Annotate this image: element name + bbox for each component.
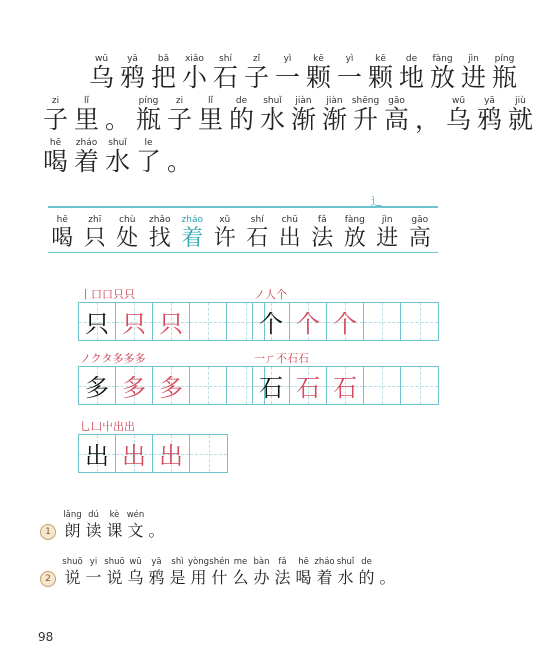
passage-line-3 [40, 138, 195, 175]
ruby-char [350, 96, 381, 133]
ruby-char [144, 215, 177, 252]
pinyin: fǎ [278, 557, 287, 567]
hanzi: 渐 [321, 105, 347, 134]
exercise-number-badge: 2 [40, 571, 56, 587]
pinyin: zháo [75, 138, 98, 148]
pinyin: gāo [411, 215, 429, 225]
pinyin: yā [151, 557, 162, 567]
ruby-char [86, 54, 117, 91]
pinyin: píng [494, 54, 515, 64]
ruby-char [288, 96, 319, 133]
hanzi: 文 [127, 521, 144, 540]
ruby-char [164, 138, 195, 175]
pinyin: le [144, 138, 153, 148]
pinyin: zi [175, 96, 184, 106]
ruby-char [102, 138, 133, 175]
ruby-char [125, 557, 146, 587]
hanzi: 说 [106, 568, 123, 587]
pinyin: wū [129, 557, 142, 567]
ruby-char [334, 54, 365, 91]
grid-cell-model: 只 [79, 303, 116, 340]
hanzi: 瓶 [135, 105, 161, 134]
pinyin: shí [219, 54, 232, 64]
writing-grid [252, 302, 439, 341]
writing-grid [78, 434, 228, 473]
hanzi: 子 [42, 105, 68, 134]
pinyin: de [361, 557, 372, 567]
writing-grid [78, 366, 265, 405]
ruby-char [188, 557, 209, 587]
hanzi: 放 [343, 226, 366, 251]
hanzi: 水 [337, 568, 354, 587]
pinyin: zi [51, 96, 60, 106]
hanzi: 。 [166, 147, 192, 176]
ruby-char [209, 557, 230, 587]
grid-cell-model: 多 [79, 367, 116, 404]
pinyin: fàng [344, 215, 365, 225]
vocab-radical: 辶 [371, 195, 382, 208]
grid-cell-trace: 个 [327, 303, 364, 340]
pinyin: yòng [188, 557, 210, 567]
hanzi: 鸦 [476, 105, 502, 134]
stroke-order: ノ人个 [254, 288, 287, 301]
hanzi: 把 [150, 63, 176, 92]
hanzi: 水 [104, 147, 130, 176]
ruby-char [474, 96, 505, 133]
pinyin: zhī [88, 215, 102, 225]
hanzi: 只 [83, 226, 106, 251]
ruby-char [117, 54, 148, 91]
pinyin: yì [283, 54, 292, 64]
ruby-char [274, 215, 307, 252]
hanzi: 一 [274, 63, 300, 92]
pinyin: me [233, 557, 248, 567]
grid-cell-model: 石 [253, 367, 290, 404]
stroke-order: 丨口口只只 [80, 288, 135, 301]
pinyin: gāo [388, 96, 405, 106]
ruby-char [79, 215, 112, 252]
hanzi: 许 [213, 226, 236, 251]
hanzi: 喝 [51, 226, 74, 251]
ruby-char [251, 557, 272, 587]
hanzi: 里 [197, 105, 223, 134]
ruby-char [195, 96, 226, 133]
grid-cell-trace: 出 [116, 435, 153, 472]
ruby-char [412, 96, 443, 133]
writing-block-shi [252, 352, 439, 405]
hanzi: 读 [85, 521, 102, 540]
pinyin: kē [313, 54, 324, 64]
pinyin: shì [171, 557, 184, 567]
hanzi: 说 [64, 568, 81, 587]
ruby-char [209, 215, 242, 252]
hanzi: 着 [73, 147, 99, 176]
pinyin: xǔ [219, 215, 231, 225]
pinyin: shuō [62, 557, 83, 567]
vocab-bottom-rule [48, 252, 438, 253]
ruby-char [40, 138, 71, 175]
grid-cell-empty[interactable] [364, 367, 401, 404]
ruby-char [377, 557, 398, 587]
ruby-char [133, 96, 164, 133]
pinyin: lǐ [83, 96, 89, 106]
ruby-char [365, 54, 396, 91]
hanzi: 高 [383, 105, 409, 134]
pinyin: fǎ [317, 215, 327, 225]
ruby-char [319, 96, 350, 133]
grid-cell-trace: 多 [116, 367, 153, 404]
ruby-char [148, 54, 179, 91]
hanzi: 了 [135, 147, 161, 176]
pinyin: kē [375, 54, 386, 64]
pinyin: wū [451, 96, 466, 106]
pinyin: jiù [515, 96, 526, 106]
hanzi: 乌 [445, 105, 471, 134]
hanzi: 子 [166, 105, 192, 134]
ruby-char [381, 96, 412, 133]
ruby-char [241, 54, 272, 91]
exercise-1-text [62, 510, 167, 540]
hanzi: 法 [274, 568, 291, 587]
pinyin: wén [126, 510, 145, 520]
pinyin: chū [281, 215, 298, 225]
hanzi: 是 [169, 568, 186, 587]
writing-block-zhi [78, 288, 265, 341]
grid-cell-empty[interactable] [364, 303, 401, 340]
page-number: 98 [38, 630, 54, 644]
ruby-char [71, 96, 102, 133]
pinyin: shén [209, 557, 230, 567]
hanzi: 乌 [88, 63, 114, 92]
pinyin: yì [345, 54, 354, 64]
hanzi: 。 [379, 568, 396, 587]
ruby-char [83, 510, 104, 540]
pinyin: shuǐ [108, 138, 127, 148]
pinyin: zǐ [252, 54, 261, 64]
hanzi: 法 [311, 226, 334, 251]
ruby-char [71, 138, 102, 175]
ruby-char [396, 54, 427, 91]
pinyin: jiàn [295, 96, 312, 106]
stroke-order: 一ㄏ不石石 [254, 352, 309, 365]
grid-cell-trace: 只 [153, 303, 190, 340]
hanzi: 颗 [367, 63, 393, 92]
hanzi: 进 [376, 226, 399, 251]
hanzi: 课 [106, 521, 123, 540]
grid-cell-trace: 多 [153, 367, 190, 404]
hanzi: 就 [507, 105, 533, 134]
ruby-char [230, 557, 251, 587]
exercise-2-text [62, 557, 398, 587]
ruby-char [104, 557, 125, 587]
pinyin: de [405, 54, 418, 64]
pinyin: shuō [104, 557, 125, 567]
hanzi: 喝 [42, 147, 68, 176]
stroke-order: 乚凵屮出出 [80, 420, 135, 433]
hanzi: 乌 [127, 568, 144, 587]
ruby-char [272, 557, 293, 587]
hanzi: 用 [190, 568, 207, 587]
ruby-char [46, 215, 79, 252]
grid-cell-empty[interactable] [401, 367, 438, 404]
hanzi: 的 [358, 568, 375, 587]
hanzi: 。 [148, 521, 165, 540]
exercise-number-badge: 1 [40, 524, 56, 540]
pinyin: yā [127, 54, 138, 64]
passage-line-1 [86, 54, 520, 91]
ruby-char [125, 510, 146, 540]
hanzi: 办 [253, 568, 270, 587]
ruby-char [164, 96, 195, 133]
ruby-char [303, 54, 334, 91]
hanzi: 喝 [295, 568, 312, 587]
pinyin: bàn [253, 557, 270, 567]
hanzi: 一 [336, 63, 362, 92]
pinyin: píng [138, 96, 159, 106]
ruby-char [62, 557, 83, 587]
pinyin: fàng [432, 54, 453, 64]
hanzi: 渐 [290, 105, 316, 134]
ruby-char [339, 215, 372, 252]
grid-cell-empty[interactable] [190, 435, 227, 472]
hanzi: 子 [243, 63, 269, 92]
ruby-char [111, 215, 144, 252]
vocab-row [46, 215, 436, 252]
hanzi: 放 [429, 63, 455, 92]
ruby-char [272, 54, 303, 91]
ruby-char [356, 557, 377, 587]
pinyin: wū [94, 54, 109, 64]
writing-block-chu [78, 420, 228, 473]
ruby-char [293, 557, 314, 587]
grid-cell-model: 出 [79, 435, 116, 472]
hanzi: 升 [352, 105, 378, 134]
hanzi: 着 [181, 226, 204, 251]
grid-cell-model: 个 [253, 303, 290, 340]
grid-cell-empty[interactable] [401, 303, 438, 340]
pinyin: hē [49, 138, 62, 148]
pinyin: jìn [381, 215, 393, 225]
hanzi: 石 [212, 63, 238, 92]
passage-line-2 [40, 96, 536, 133]
ruby-char [443, 96, 474, 133]
pinyin: bǎ [157, 54, 170, 64]
hanzi: 处 [116, 226, 139, 251]
ruby-char [146, 557, 167, 587]
hanzi: 什 [211, 568, 228, 587]
pinyin: lǐ [207, 96, 213, 106]
ruby-char [257, 96, 288, 133]
pinyin: jiàn [326, 96, 343, 106]
hanzi: 出 [278, 226, 301, 251]
grid-cell-trace: 石 [290, 367, 327, 404]
hanzi: 水 [259, 105, 285, 134]
ruby-char [404, 215, 437, 252]
pinyin: shuǐ [263, 96, 282, 106]
writing-grid [78, 302, 265, 341]
grid-cell-trace: 个 [290, 303, 327, 340]
grid-cell-trace: 出 [153, 435, 190, 472]
hanzi: ， [414, 105, 440, 134]
ruby-char [505, 96, 536, 133]
hanzi: 的 [228, 105, 254, 134]
ruby-char [62, 510, 83, 540]
hanzi: 着 [316, 568, 333, 587]
hanzi: 进 [460, 63, 486, 92]
ruby-char [83, 557, 104, 587]
writing-block-ge [252, 288, 439, 341]
hanzi: 小 [181, 63, 207, 92]
pinyin: lǎng [63, 510, 82, 520]
hanzi: 一 [85, 568, 102, 587]
pinyin: zháo [181, 215, 203, 225]
hanzi: 地 [398, 63, 424, 92]
pinyin: de [235, 96, 248, 106]
ruby-char [167, 557, 188, 587]
writing-grid [252, 366, 439, 405]
ruby-char [306, 215, 339, 252]
ruby-char [176, 215, 209, 252]
pinyin: zháo [314, 557, 335, 567]
writing-block-duo [78, 352, 265, 405]
ruby-char [146, 510, 167, 540]
pinyin: yi [89, 557, 98, 567]
ruby-char [104, 510, 125, 540]
pinyin: jìn [468, 54, 479, 64]
ruby-char [241, 215, 274, 252]
grid-cell-empty[interactable] [190, 303, 227, 340]
ruby-char [489, 54, 520, 91]
ruby-char [102, 96, 133, 133]
hanzi: 。 [104, 105, 130, 134]
ruby-char [371, 215, 404, 252]
pinyin: xiǎo [185, 54, 204, 64]
ruby-char [133, 138, 164, 175]
grid-cell-trace: 只 [116, 303, 153, 340]
pinyin: chù [119, 215, 136, 225]
hanzi: 石 [246, 226, 269, 251]
pinyin: shí [250, 215, 264, 225]
hanzi: 找 [148, 226, 171, 251]
hanzi: 么 [232, 568, 249, 587]
hanzi: 颗 [305, 63, 331, 92]
ruby-char [179, 54, 210, 91]
pinyin: zhǎo [149, 215, 171, 225]
grid-cell-empty[interactable] [190, 367, 227, 404]
ruby-char [458, 54, 489, 91]
hanzi: 高 [408, 226, 431, 251]
pinyin: yā [484, 96, 495, 106]
stroke-order: ノクタ多多多 [80, 352, 146, 365]
pinyin: shēng [351, 96, 380, 106]
hanzi: 鸦 [119, 63, 145, 92]
pinyin: hē [298, 557, 309, 567]
pinyin: kè [109, 510, 120, 520]
hanzi: 瓶 [491, 63, 517, 92]
hanzi: 朗 [64, 521, 81, 540]
grid-cell-trace: 石 [327, 367, 364, 404]
ruby-char [226, 96, 257, 133]
pinyin: hē [56, 215, 68, 225]
pinyin: shuǐ [336, 557, 355, 567]
ruby-char [335, 557, 356, 587]
hanzi: 鸦 [148, 568, 165, 587]
ruby-char [314, 557, 335, 587]
ruby-char [210, 54, 241, 91]
pinyin: dú [88, 510, 99, 520]
ruby-char [427, 54, 458, 91]
ruby-char [40, 96, 71, 133]
hanzi: 里 [73, 105, 99, 134]
